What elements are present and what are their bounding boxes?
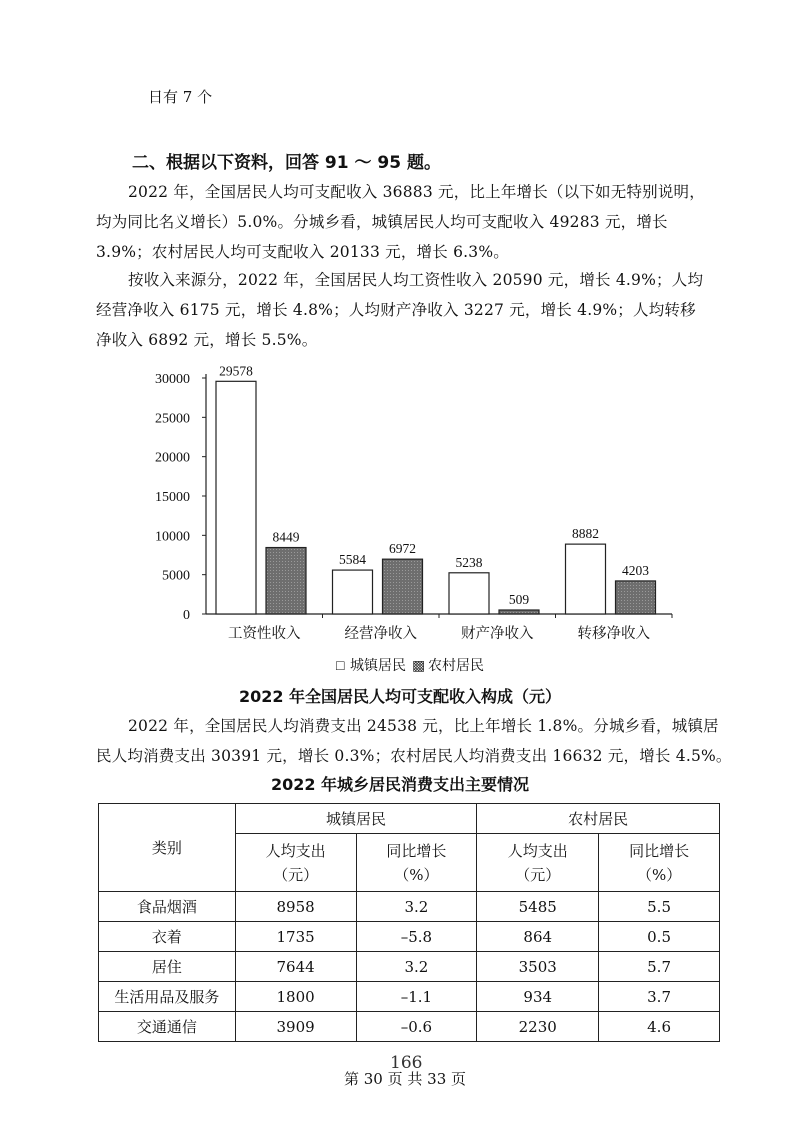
subheader-rural-growth (599, 834, 720, 892)
y-tick-label: 30000 (155, 372, 190, 387)
paragraph-line: 经营净收入 6175 元，增长 4.8%；人均财产净收入 3227 元，增长 4.9%；人均转移 (96, 301, 696, 319)
bar-value-label: 5238 (455, 554, 483, 570)
subheader-unit: （元） (515, 865, 561, 884)
urban-bar (449, 573, 489, 614)
paragraph-line: 均为同比名义增长）5.0%。分城乡看，城镇居民人均可支配收入 49283 元，增长 (96, 213, 668, 231)
paragraph-line: 按收入来源分，2022 年，全国居民人均工资性收入 20590 元，增长 4.9%；人均 (128, 271, 704, 289)
table-cell: 934 (477, 982, 599, 1012)
income-bar-chart (0, 355, 800, 685)
legend-rural-label: 农村居民 (428, 659, 484, 674)
y-tick-label: 20000 (155, 450, 190, 466)
subheader-rural-spend (477, 834, 599, 892)
paragraph-line: 2022 年，全国居民人均可支配收入 36883 元，比上年增长（以下如无特别说明， (128, 183, 705, 201)
paragraph-3 (96, 711, 756, 771)
header-rural: 农村居民 (477, 804, 720, 834)
category-label: 经营净收入 (344, 626, 417, 642)
table-cell: 1800 (235, 982, 356, 1012)
rural-bar (616, 581, 656, 614)
rural-bar (383, 559, 423, 614)
y-tick-label: 15000 (155, 490, 190, 505)
legend-urban-label: 城镇居民 (350, 659, 406, 674)
category-label: 转移净收入 (577, 626, 650, 642)
table-header-row (99, 804, 720, 834)
consumption-table (98, 803, 720, 1042)
subheader-urban-spend (235, 834, 356, 892)
table-title: 2022 年城乡居民消费支出主要情况 (270, 775, 530, 794)
page-footer: 第 30 页 共 33 页 (344, 1070, 467, 1088)
urban-bar (216, 381, 256, 614)
table-cell: 4.6 (599, 1012, 720, 1042)
subheader-urban-growth (356, 834, 477, 892)
subheader-unit: （%） (394, 865, 439, 884)
legend-urban-marker: □ (336, 659, 345, 674)
paragraph-line: 2022 年，全国居民人均消费支出 24538 元，比上年增长 1.8%。分城乡看，城镇居 (128, 717, 719, 735)
section-title: 二、根据以下资料，回答 91 ～ 95 题。 (132, 153, 441, 173)
table-cell: 生活用品及服务 (99, 982, 236, 1012)
paragraph-line: 民人均消费支出 30391 元，增长 0.3%；农村居民人均消费支出 16632 元，增长 4.5%。 (96, 747, 732, 765)
header-urban: 城镇居民 (235, 804, 477, 834)
table-row (99, 922, 720, 952)
urban-bar (566, 544, 606, 614)
table-cell: –1.1 (356, 982, 477, 1012)
top-fragment: 日有 7 个 (148, 88, 213, 106)
header-category: 类别 (99, 804, 236, 892)
subheader-unit: （元） (273, 865, 319, 884)
subheader-text: 同比增长 (629, 841, 690, 860)
table-cell: –0.6 (356, 1012, 477, 1042)
subheader-unit: （%） (636, 865, 682, 884)
bar-value-label: 6972 (389, 541, 416, 557)
rural-bar (266, 548, 306, 614)
table-cell: 8958 (235, 892, 356, 922)
table-cell: –5.8 (356, 922, 477, 952)
subheader-text: 人均支出 (265, 841, 326, 860)
chart-title: 2022 年全国居民人均可支配收入构成（元） (238, 687, 562, 706)
table-cell: 7644 (235, 952, 356, 982)
table-cell: 3.2 (356, 952, 477, 982)
paragraph-1 (96, 177, 736, 267)
rural-bar (499, 610, 539, 614)
bar-value-label: 4203 (622, 562, 649, 578)
table-cell: 3.7 (599, 982, 720, 1012)
category-label: 财产净收入 (461, 626, 534, 642)
table-row (99, 952, 720, 982)
table-cell: 5485 (477, 892, 599, 922)
y-tick-label: 10000 (155, 529, 190, 545)
paragraph-line: 3.9%；农村居民人均可支配收入 20133 元，增长 6.3%。 (96, 243, 509, 261)
subheader-text: 人均支出 (507, 841, 568, 860)
category-label: 工资性收入 (228, 626, 301, 642)
bar-value-label: 8882 (572, 526, 599, 542)
table-cell: 食品烟酒 (99, 892, 236, 922)
table-cell: 5.7 (599, 952, 720, 982)
subheader-text: 同比增长 (386, 841, 447, 860)
urban-bar (333, 570, 373, 614)
table-cell: 交通通信 (99, 1012, 236, 1042)
table-cell: 2230 (477, 1012, 599, 1042)
bar-value-label: 29578 (219, 363, 253, 379)
table-cell: 864 (477, 922, 599, 952)
table-cell: 3503 (477, 952, 599, 982)
table-cell: 3.2 (356, 892, 477, 922)
table-cell: 0.5 (599, 922, 720, 952)
table-cell: 5.5 (599, 892, 720, 922)
y-tick-label: 5000 (162, 568, 190, 584)
page-number: 166 (390, 1053, 423, 1073)
bar-value-label: 509 (508, 591, 530, 607)
bar-value-label: 8449 (272, 529, 300, 545)
paragraph-2 (96, 265, 736, 355)
table-row (99, 1012, 720, 1042)
table-cell: 居住 (99, 952, 236, 982)
table-cell: 衣着 (99, 922, 236, 952)
table-row (99, 892, 720, 922)
y-tick-label: 25000 (155, 411, 190, 427)
y-tick-label: 0 (183, 608, 190, 623)
legend-rural-marker: ▩ (412, 659, 426, 674)
table-cell: 3909 (235, 1012, 356, 1042)
table-cell: 1735 (235, 922, 356, 952)
bar-value-label: 5584 (339, 552, 366, 568)
paragraph-line: 净收入 6892 元，增长 5.5%。 (96, 331, 318, 349)
table-row (99, 982, 720, 1012)
